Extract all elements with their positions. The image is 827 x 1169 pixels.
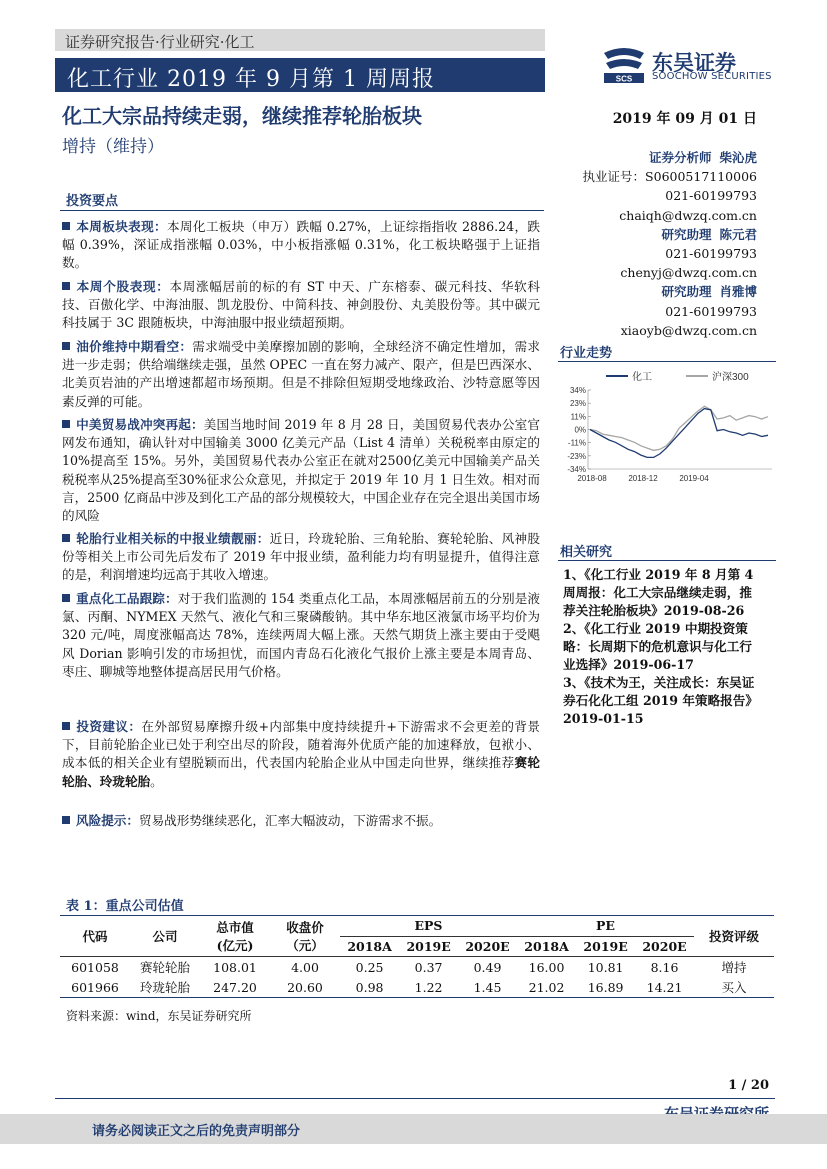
- y-tick-label: -23%: [567, 451, 586, 461]
- related-item[interactable]: 3、《技术为王，关注成长：东吴证券石化化工组 2019 年策略报告》2019-01-15: [563, 675, 758, 726]
- legend-label: 化工: [632, 372, 652, 383]
- chart-x-ticks: [577, 474, 709, 483]
- related-research-list: [563, 566, 763, 728]
- y-tick-label: 0%: [574, 425, 586, 435]
- bullet-tire-results: 轮胎行业相关标的中报业绩靓丽：近日，玲珑轮胎、三角轮胎、赛轮轮胎、风神股份等相关上市公司先后发布了 2019 年中报业绩，盈利能力均有明显提升，值得注意的是，利润增速均远高于其收入增速。: [62, 531, 541, 583]
- bullet-chemical-tracking: 重点化工品跟踪：对于我们监测的 154 类重点化工品，本周涨幅居前五的分别是液氯、丙酮、NYMEX 天然气、液化气和三聚磷酸钠。其中华东地区液氯市场平均价为 320 元/吨，周度涨幅高达 78%，连续两周大幅上涨。天然气期货上涨主要由于受飓风 Dorian 影响引发的市场担忧，而国内青岛石化液化气报价上涨主要是本周青岛、枣庄、聊城等地整体提高居民用气价格。: [62, 591, 541, 679]
- analyst-2-email[interactable]: chenyj@dwzq.com.cn: [620, 265, 757, 281]
- analyst-3-email[interactable]: xiaoyb@dwzq.com.cn: [620, 322, 757, 338]
- analyst-2: 研究助理 陈元君 021-60199793 chenyj@dwzq.com.cn: [583, 225, 757, 283]
- th-code: 代码: [82, 929, 108, 944]
- page-number: 1 / 20: [728, 1078, 769, 1093]
- th-pe: PE: [517, 916, 694, 937]
- analyst-1-email[interactable]: chaiqh@dwzq.com.cn: [619, 207, 757, 223]
- industry-trend-title: 行业走势: [560, 346, 613, 361]
- x-tick-label: 2018-08: [577, 474, 607, 483]
- related-item[interactable]: 2、《化工行业 2019 中期投资策略：长周期下的危机意识与化工行业选择》2019-06-17: [563, 621, 752, 672]
- header-category-bar: [55, 29, 545, 51]
- bullet-risk-warning: 风险提示：贸易战形势继续恶化，汇率大幅波动，下游需求不振。: [62, 812, 540, 830]
- valuation-table: 代码 公司 总市值 (亿元) 收盘价 （元） EPS PE 投资评级 2018A 2019E 2020E 2018A 2019E 2020E 601058 赛轮轮胎 108.01 4.00 0.25 0.37 0.49 16.00 10.81 8.16 增持 601966 玲珑轮胎 247.20 20.60 0.98 1.22 1.45 21.02 16.89 14.21 买入: [60, 915, 774, 998]
- bullet-square-icon: [62, 534, 70, 542]
- trend-divider: [558, 361, 776, 362]
- header-report-name: 化工行业 2019 年 9 月第 1 周周报: [67, 67, 435, 92]
- bullet-square-icon: [62, 816, 70, 824]
- bullet-square-icon: [62, 420, 70, 428]
- th-company: 公司: [152, 929, 178, 944]
- th-price: 收盘价 （元）: [286, 920, 324, 953]
- y-tick-label: -34%: [567, 465, 586, 474]
- bullet-trade-war: 中美贸易战冲突再起：美国当地时间 2019 年 8 月 28 日，美国贸易代表办公室官网发布通知，确认针对中国输美 3000 亿美元产品（List 4 清单）关税税率由原定的 10%提高至 15%。另外，美国贸易代表办公室正在就对2500亿美元中国输美产品关税税率从25%提高至30%征求公众意见，并拟定于 2019 年 10 月 1 日生效。相对而言，2500 亿商品中涉及到化工产品的部分规模较大，中国企业存在完全退出美国市场的风险: [62, 417, 540, 524]
- logo-name-en: SOOCHOW SECURITIES: [652, 71, 772, 82]
- x-tick-label: 2019-04: [679, 474, 709, 483]
- disclaimer-text[interactable]: 请务必阅读正文之后的免责声明部分: [92, 1124, 301, 1139]
- report-date: 2019 年 09 月 01 日: [612, 111, 757, 127]
- th-eps: EPS: [340, 916, 517, 937]
- th-rating: 投资评级: [708, 929, 759, 944]
- chart-lines: [590, 406, 768, 457]
- investment-points-title: 投资要点: [66, 194, 119, 209]
- series-line: [590, 406, 768, 450]
- chart-legend: [606, 370, 749, 383]
- x-tick-label: 2018-12: [628, 474, 658, 483]
- related-research-title: 相关研究: [560, 545, 613, 560]
- related-divider: [558, 560, 776, 561]
- bullet-oil-outlook: 油价维持中期看空：需求端受中美摩擦加剧的影响，全球经济不确定性增加，需求进一步走弱；供给端继续走强，虽然 OPEC 一直在努力减产、限产，但是巴西深水、北美页岩油的产出增速都超市场预期。但是不排除但短期受地缘政治、沙特意愿等因素反弹的可能。: [62, 339, 541, 409]
- chart-y-ticks: [567, 386, 772, 474]
- disclaimer-bar: [0, 1114, 827, 1144]
- bullet-investment-advice: 投资建议：在外部贸易摩擦升级+内部集中度持续提升+下游需求不会更差的背景下，目前轮胎企业已处于利空出尽的阶段，随着海外优质产能的加速释放，包袱小、成本低的相关企业有望脱颖而出，代表国内轮胎企业从中国走向世界，继续推荐赛轮轮胎、玲珑轮胎。: [62, 719, 541, 789]
- analyst-3: 研究助理 肖雅博 021-60199793 xiaoyb@dwzq.com.cn: [583, 282, 757, 340]
- bullet-sector-performance: 本周板块表现：本周化工板块（申万）跌幅 0.27%，上证综指指收 2886.24，跌幅 0.39%，深证成指涨幅 0.03%，中小板指涨幅 0.31%，化工板块略强于上证指数。: [62, 219, 541, 271]
- series-line: [590, 409, 768, 458]
- bullet-square-icon: [62, 222, 70, 230]
- bullet-square-icon: [62, 342, 70, 350]
- y-tick-label: 23%: [569, 399, 586, 409]
- bullet-square-icon: [62, 594, 70, 602]
- logo-mark-icon: [600, 45, 648, 85]
- table-title: 表 1：重点公司估值: [66, 899, 184, 914]
- bullet-square-icon: [62, 722, 70, 730]
- header-category: 证券研究报告·行业研究·化工: [65, 33, 255, 51]
- footer-divider: [55, 1098, 775, 1099]
- y-tick-label: 34%: [569, 386, 586, 395]
- th-mcap: 总市值 (亿元): [216, 920, 254, 953]
- logo-name-cn: 东吴证券: [652, 51, 736, 75]
- y-tick-label: 11%: [570, 412, 586, 422]
- report-title: 化工大宗品持续走弱，继续推荐轮胎板块: [62, 104, 422, 128]
- analyst-block: [583, 148, 757, 340]
- bullet-stock-performance: 本周个股表现：本周涨幅居前的标的有 ST 中天、广东榕泰、碳元科技、华软科技、百傲化学、中海油服、凯龙股份、中简科技、神剑股份、丸美股份等。其中碳元科技属于 3C 跟随板块，中海油服中报业绩超预期。: [62, 279, 540, 331]
- analyst-1: 证券分析师 柴沁虎 执业证号：S0600517110006 021-60199793 chaiqh@dwzq.com.cn: [583, 148, 757, 225]
- industry-trend-chart: [556, 366, 778, 492]
- report-rating: 增持（维持）: [62, 137, 164, 157]
- logo-mark-text: SCS: [615, 74, 633, 84]
- header-report-bar: [55, 58, 545, 92]
- y-tick-label: -11%: [567, 438, 586, 448]
- table-source: 资料来源：wind，东吴证券研究所: [66, 1009, 252, 1023]
- bullet-square-icon: [62, 282, 70, 290]
- table-row: 601058 赛轮轮胎 108.01 4.00 0.25 0.37 0.49 16.00 10.81 8.16 增持: [71, 959, 747, 975]
- legend-label: 沪深300: [712, 372, 749, 383]
- section-divider: [60, 210, 544, 211]
- table-row: 601966 玲珑轮胎 247.20 20.60 0.98 1.22 1.45 21.02 16.89 14.21 买入: [60, 977, 774, 998]
- related-item[interactable]: 1、《化工行业 2019 年 8 月第 4 周周报：化工大宗品继续走弱，推荐关注轮胎板块》2019-08-26: [563, 567, 754, 618]
- brand-logo: [600, 45, 775, 85]
